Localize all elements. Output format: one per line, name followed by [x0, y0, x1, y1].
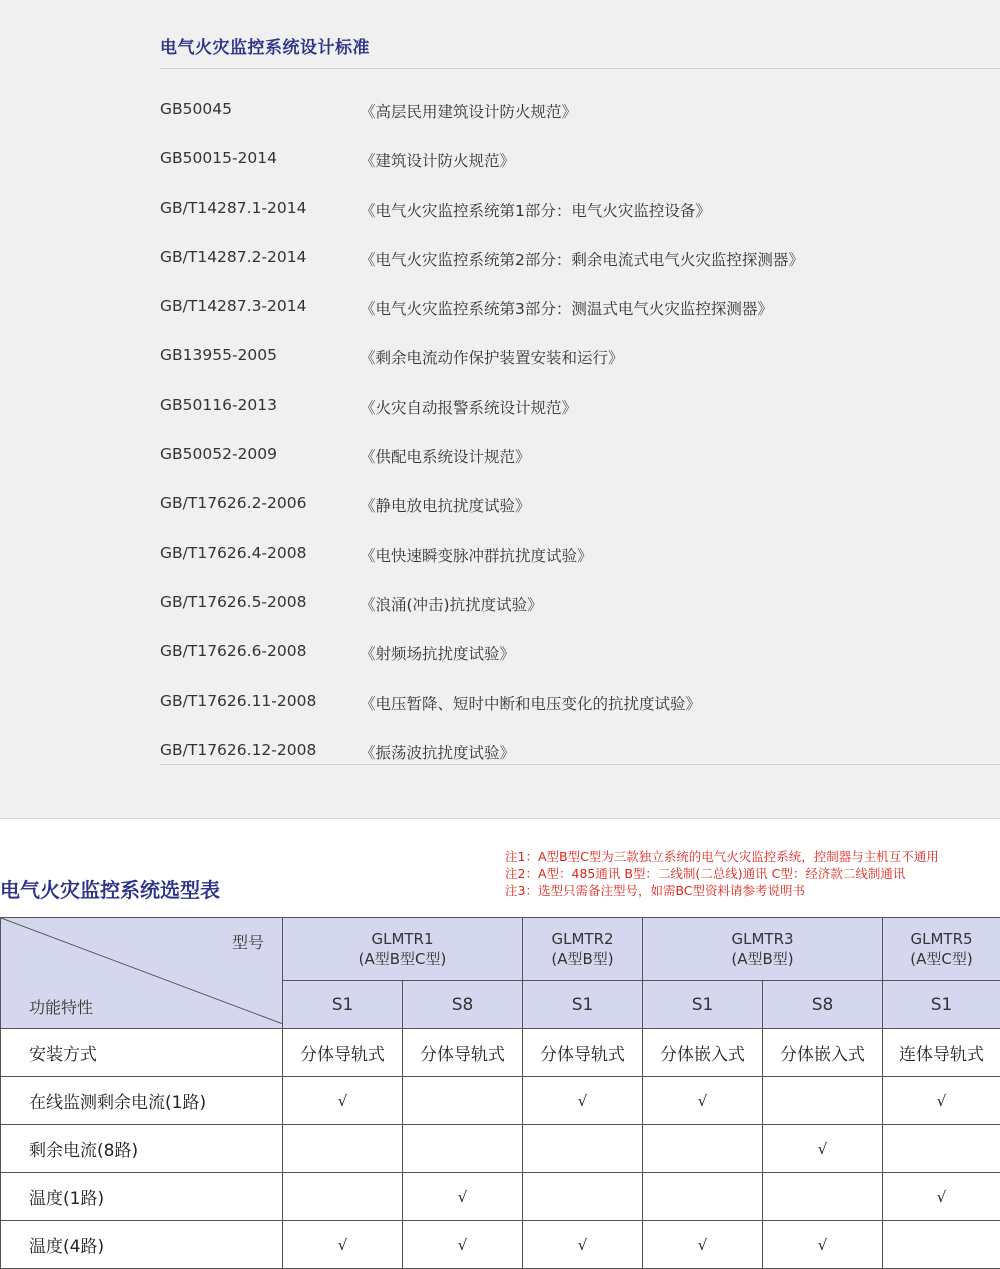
standard-name: 《电快速瞬变脉冲群抗扰度试验》: [360, 544, 593, 566]
model-type: (A型B型C型): [284, 949, 521, 969]
standards-list: [160, 84, 1000, 774]
standard-code: GB50116-2013: [160, 396, 277, 414]
feature-label: 温度(1路): [1, 1173, 283, 1221]
standard-name: 《建筑设计防火规范》: [360, 149, 515, 171]
standard-name: 《火灾自动报警系统设计规范》: [360, 396, 577, 418]
standard-name: 《供配电系统设计规范》: [360, 445, 531, 467]
standard-code: GB/T14287.1-2014: [160, 199, 306, 217]
feature-label: 剩余电流(8路): [1, 1125, 283, 1173]
variant-header: S1: [643, 981, 763, 1029]
model-header: [643, 918, 883, 981]
check-cell: √: [763, 1221, 883, 1269]
note-line: 注3：选型只需备注型号，如需BC型资料请参考说明书: [505, 882, 939, 899]
standard-row: [160, 281, 1000, 330]
standard-code: GB/T17626.2-2006: [160, 494, 306, 512]
header-corner: [1, 918, 283, 1029]
variant-header: S8: [403, 981, 523, 1029]
standard-row: [160, 429, 1000, 478]
note-line: 注2：A型：485通讯 B型：二线制(二总线)通讯 C型：经济款二线制通讯: [505, 865, 939, 882]
check-cell: √: [523, 1221, 643, 1269]
model-name: GLMTR2: [524, 929, 641, 949]
standard-code: GB/T17626.4-2008: [160, 544, 306, 562]
standard-row: [160, 725, 1000, 774]
table-row: [1, 1029, 1000, 1077]
corner-feature-label: 功能特性: [29, 995, 93, 1018]
standard-row: [160, 330, 1000, 379]
standard-name: 《静电放电抗扰度试验》: [360, 494, 531, 516]
standard-code: GB50045: [160, 100, 232, 118]
check-cell: [523, 1125, 643, 1173]
check-cell: √: [403, 1221, 523, 1269]
check-cell: [403, 1077, 523, 1125]
standard-row: [160, 380, 1000, 429]
standard-name: 《电压暂降、短时中断和电压变化的抗扰度试验》: [360, 692, 701, 714]
table-row: [1, 1173, 1000, 1221]
model-type: (A型C型): [884, 949, 999, 969]
model-type: (A型B型): [644, 949, 881, 969]
selection-table: [0, 917, 1000, 1269]
corner-model-label: 型号: [232, 930, 264, 953]
standard-row: [160, 478, 1000, 527]
check-cell: √: [883, 1173, 1000, 1221]
standard-code: GB/T17626.6-2008: [160, 642, 306, 660]
check-cell: √: [283, 1221, 403, 1269]
check-cell: √: [523, 1077, 643, 1125]
check-cell: √: [763, 1125, 883, 1173]
model-name: GLMTR3: [644, 929, 881, 949]
standard-row: [160, 676, 1000, 725]
standard-code: GB/T17626.12-2008: [160, 741, 316, 759]
variant-header: S1: [283, 981, 403, 1029]
standard-row: [160, 528, 1000, 577]
table-cell: 分体导轨式: [403, 1029, 523, 1077]
table-cell: 分体导轨式: [283, 1029, 403, 1077]
standard-row: [160, 577, 1000, 626]
check-cell: [883, 1125, 1000, 1173]
title-divider: [160, 68, 1000, 69]
check-cell: √: [403, 1173, 523, 1221]
standards-title: 电气火灾监控系统设计标准: [160, 33, 370, 58]
check-cell: [283, 1125, 403, 1173]
standard-name: 《振荡波抗扰度试验》: [360, 741, 515, 763]
check-cell: [763, 1173, 883, 1221]
variant-header: S1: [883, 981, 1000, 1029]
check-cell: [643, 1125, 763, 1173]
standard-code: GB/T14287.2-2014: [160, 248, 306, 266]
standard-code: GB13955-2005: [160, 346, 277, 364]
table-cell: 连体导轨式: [883, 1029, 1000, 1077]
table-row: [1, 1077, 1000, 1125]
selection-notes: [505, 848, 939, 899]
model-name: GLMTR1: [284, 929, 521, 949]
feature-label: 在线监测剩余电流(1路): [1, 1077, 283, 1125]
feature-label: 安装方式: [1, 1029, 283, 1077]
standard-name: 《电气火灾监控系统第2部分：剩余电流式电气火灾监控探测器》: [360, 248, 804, 270]
check-cell: [283, 1173, 403, 1221]
model-name: GLMTR5: [884, 929, 999, 949]
table-cell: 分体导轨式: [523, 1029, 643, 1077]
standard-row: [160, 84, 1000, 133]
standard-code: GB50015-2014: [160, 149, 277, 167]
standard-code: GB/T14287.3-2014: [160, 297, 306, 315]
standard-name: 《射频场抗扰度试验》: [360, 642, 515, 664]
standard-row: [160, 183, 1000, 232]
list-bottom-divider: [160, 764, 1000, 765]
standard-name: 《电气火灾监控系统第3部分：测温式电气火灾监控探测器》: [360, 297, 773, 319]
check-cell: √: [643, 1077, 763, 1125]
model-header: [883, 918, 1000, 981]
check-cell: [883, 1221, 1000, 1269]
standard-row: [160, 626, 1000, 675]
check-cell: [523, 1173, 643, 1221]
model-header: [523, 918, 643, 981]
check-cell: [763, 1077, 883, 1125]
model-header: [283, 918, 523, 981]
variant-header: S8: [763, 981, 883, 1029]
standard-code: GB50052-2009: [160, 445, 277, 463]
table-cell: 分体嵌入式: [763, 1029, 883, 1077]
table-row: [1, 1125, 1000, 1173]
table-row: [1, 1221, 1000, 1269]
check-cell: √: [643, 1221, 763, 1269]
standard-name: 《剩余电流动作保护装置安装和运行》: [360, 346, 624, 368]
standard-name: 《浪涌(冲击)抗扰度试验》: [360, 593, 543, 615]
check-cell: √: [883, 1077, 1000, 1125]
check-cell: √: [283, 1077, 403, 1125]
standard-name: 《高层民用建筑设计防火规范》: [360, 100, 577, 122]
selection-title: 电气火灾监控系统选型表: [0, 874, 220, 903]
standard-name: 《电气火灾监控系统第1部分：电气火灾监控设备》: [360, 199, 711, 221]
check-cell: [403, 1125, 523, 1173]
standard-row: [160, 133, 1000, 182]
check-cell: [643, 1173, 763, 1221]
standard-code: GB/T17626.11-2008: [160, 692, 316, 710]
standard-code: GB/T17626.5-2008: [160, 593, 306, 611]
feature-label: 温度(4路): [1, 1221, 283, 1269]
note-line: 注1：A型B型C型为三款独立系统的电气火灾监控系统，控制器与主机互不通用: [505, 848, 939, 865]
standard-row: [160, 232, 1000, 281]
variant-header: S1: [523, 981, 643, 1029]
model-type: (A型B型): [524, 949, 641, 969]
table-cell: 分体嵌入式: [643, 1029, 763, 1077]
